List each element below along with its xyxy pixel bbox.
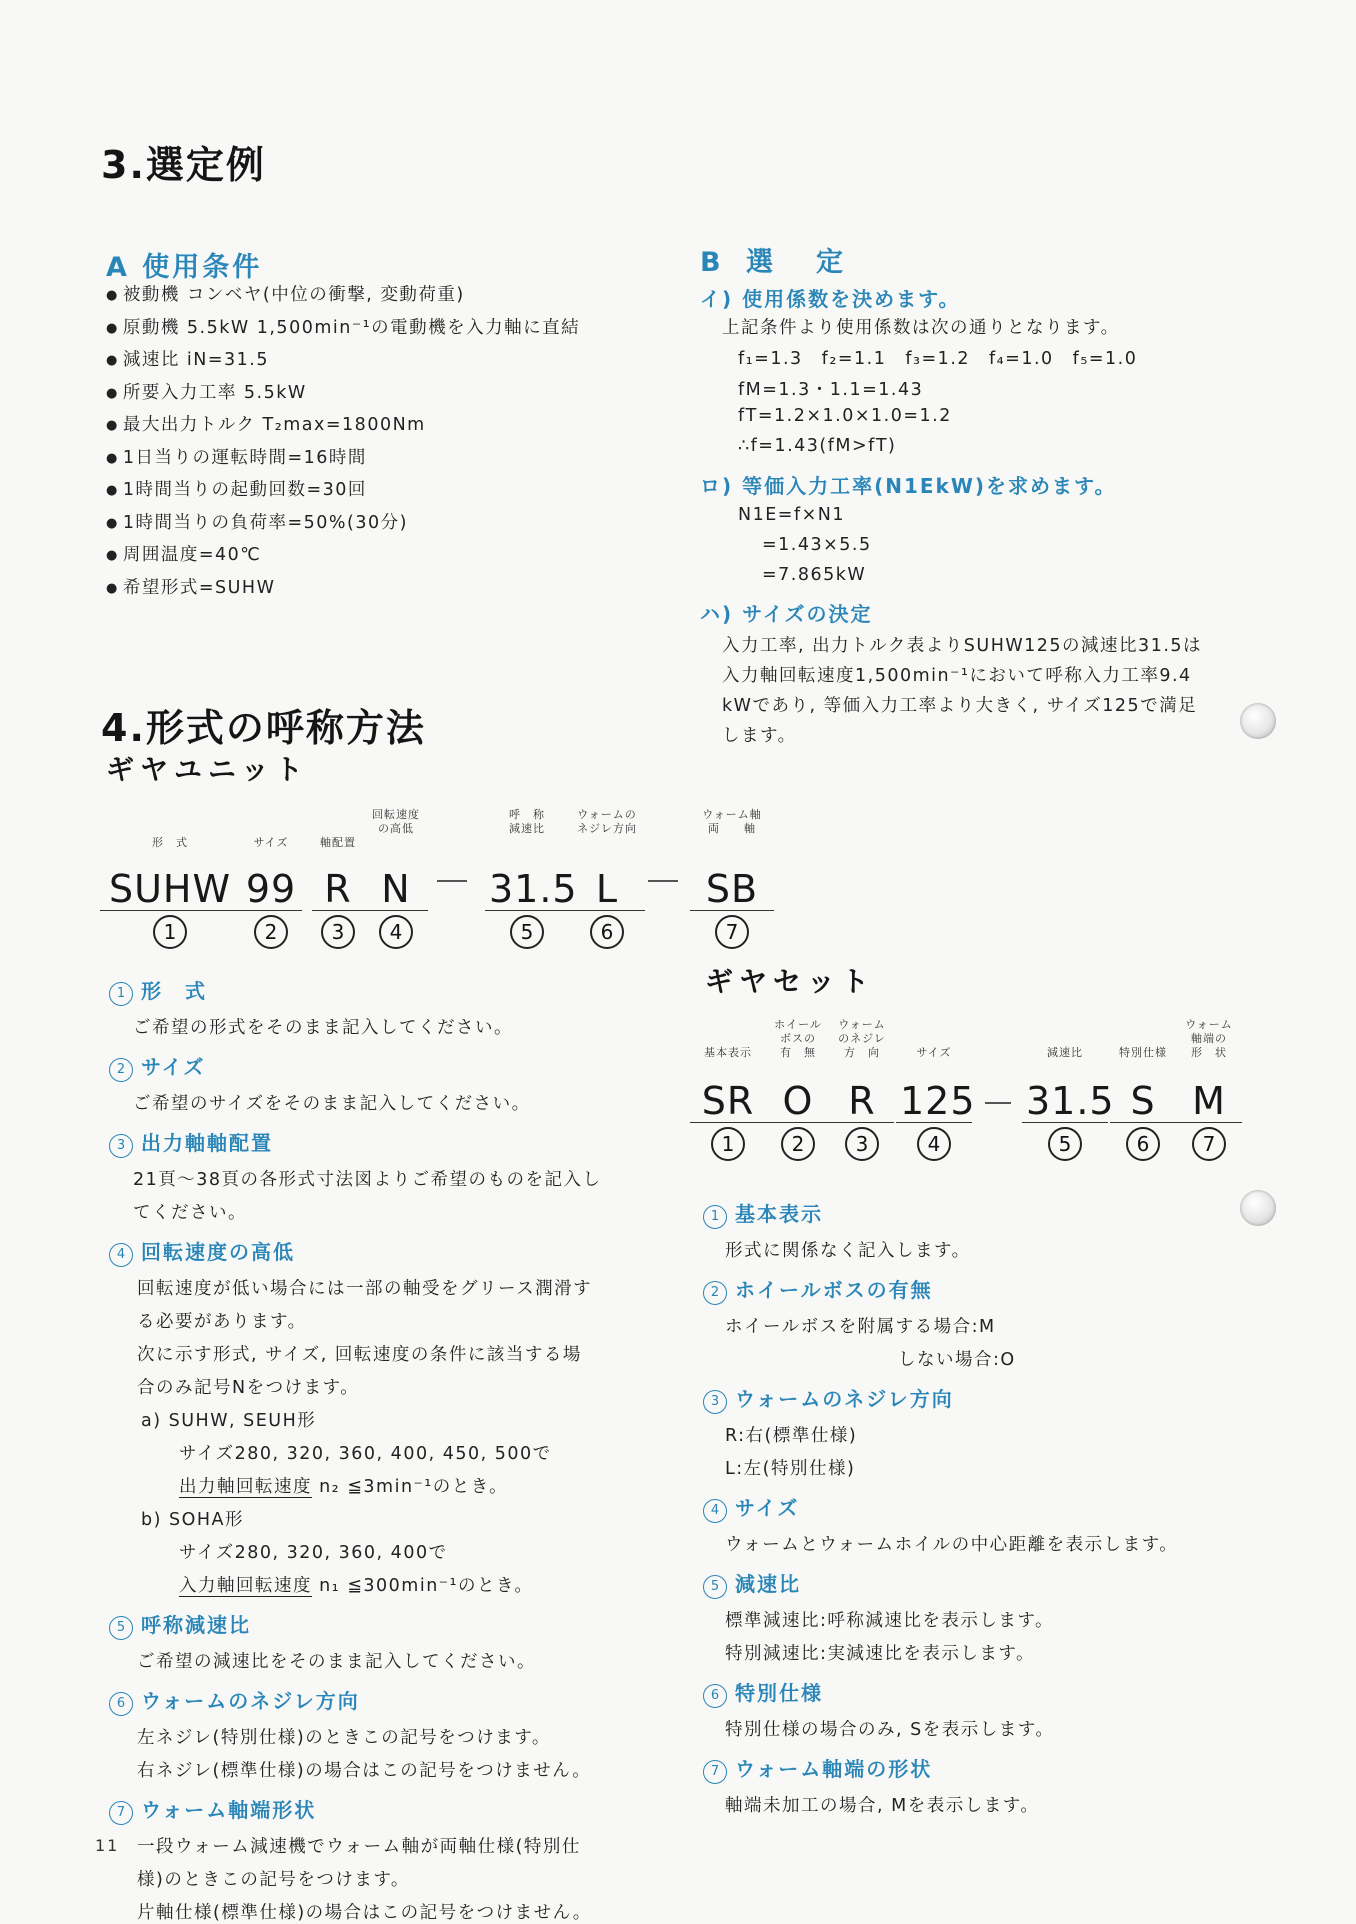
- item-title: サイズ: [735, 1496, 800, 1520]
- set-segment: [896, 1018, 976, 1161]
- service-factor-heading: イ) 使用係数を決めます。: [700, 287, 961, 311]
- item-text: てください。: [133, 1203, 247, 1223]
- set-item-heading: [703, 1753, 1243, 1784]
- output-speed-condition: n₂ ≦3min⁻¹のとき。: [312, 1477, 509, 1497]
- section-4-title: 4.形式の呼称方法: [101, 706, 426, 750]
- item-title: 呼称減速比: [141, 1613, 251, 1637]
- item-text: 左ネジレ(特別仕様)のときこの記号をつけます。: [137, 1728, 551, 1748]
- segment-label: ウォーム のネジレ 方 向: [838, 1018, 886, 1059]
- segment-code: SUHW: [100, 868, 240, 911]
- binder-hole: [1240, 1190, 1276, 1226]
- set-segment: [1022, 1018, 1115, 1161]
- condition-item: ● 減速比 iN=31.5: [106, 345, 580, 378]
- segment-label: 軸配置: [320, 836, 356, 849]
- ft-formula: fT=1.2×1.0×1.0=1.2: [738, 406, 952, 426]
- gear-set-items: [703, 1198, 1243, 1817]
- unit-segment: [485, 808, 578, 949]
- gear-unit-items: [109, 975, 669, 1924]
- item-text: 次に示す形式, サイズ, 回転速度の条件に該当する場: [137, 1345, 582, 1365]
- set-item-heading: [703, 1383, 1243, 1414]
- item-title: 形 式: [141, 979, 207, 1003]
- unit-item-heading: [109, 1609, 669, 1640]
- set-item-heading: [703, 1568, 1243, 1599]
- segment-code: SB: [690, 868, 774, 911]
- binder-hole: [1240, 703, 1276, 739]
- input-speed-label: 入力軸回転速度: [179, 1576, 312, 1596]
- separator-dash: [437, 880, 467, 882]
- segment-number: 4: [379, 915, 413, 949]
- set-segment: [766, 1018, 830, 1161]
- sub-item-b-condition: [179, 1572, 669, 1597]
- condition-item: ● 希望形式=SUHW: [106, 573, 580, 606]
- segment-label: サイズ: [916, 1046, 952, 1059]
- condition-item: ● 周囲温度=40℃: [106, 540, 580, 573]
- segment-number: 1: [153, 915, 187, 949]
- segment-label: サイズ: [253, 836, 289, 849]
- sub-item-a-condition: [179, 1473, 669, 1498]
- item-title: 基本表示: [735, 1202, 823, 1226]
- item-number: 3: [703, 1390, 727, 1414]
- factor-values: f₁=1.3 f₂=1.1 f₃=1.2 f₄=1.0 f₅=1.0: [738, 349, 1138, 369]
- segment-number: 4: [917, 1127, 951, 1161]
- item-text: ご希望の形式をそのまま記入してください。: [133, 1018, 513, 1038]
- segment-code: M: [1176, 1080, 1242, 1123]
- segment-number: 7: [715, 915, 749, 949]
- item-title: 特別仕様: [735, 1681, 823, 1705]
- item-text: しない場合:O: [898, 1350, 1016, 1370]
- segment-label: ウォームの ネジレ方向: [577, 808, 637, 835]
- set-item-heading: [703, 1677, 1243, 1708]
- item-text: L:左(特別仕様): [725, 1459, 856, 1479]
- condition-item: ● 1時間当りの起動回数=30回: [106, 475, 580, 508]
- sub-item-a-sizes: サイズ280, 320, 360, 400, 450, 500で: [179, 1444, 552, 1464]
- nie-formula: N1E=f×N1: [738, 505, 845, 525]
- unit-item-heading: [109, 1127, 669, 1158]
- equivalent-power-heading: ロ) 等価入力工率(N1EkW)を求めます。: [700, 474, 1117, 498]
- page-number: 11: [95, 1836, 120, 1855]
- item-title: ウォーム軸端の形状: [735, 1757, 933, 1781]
- segment-label: 形 式: [152, 836, 188, 849]
- unit-segment: [240, 822, 302, 949]
- item-text: 形式に関係なく記入します。: [725, 1241, 971, 1261]
- segment-label: ウォーム軸 両 軸: [702, 808, 762, 835]
- item-text: 21頁～38頁の各形式寸法図よりご希望のものを記入し: [133, 1170, 602, 1190]
- item-number: 7: [703, 1760, 727, 1784]
- segment-label: 基本表示: [704, 1046, 752, 1059]
- unit-segment: [569, 808, 645, 949]
- segment-number: 6: [1126, 1127, 1160, 1161]
- item-text: R:右(標準仕様): [725, 1426, 858, 1446]
- set-segment: [830, 1018, 894, 1161]
- segment-label: 減速比: [1047, 1046, 1083, 1059]
- output-speed-label: 出力軸回転速度: [179, 1477, 312, 1497]
- item-text: 一段ウォーム減速機でウォーム軸が両軸仕様(特別仕: [137, 1837, 581, 1857]
- item-text: ウォームとウォームホイルの中心距離を表示します。: [725, 1535, 1179, 1555]
- segment-code: 125: [896, 1080, 972, 1123]
- item-number: 6: [109, 1692, 133, 1716]
- item-text: ご希望のサイズをそのまま記入してください。: [133, 1094, 531, 1114]
- segment-code: S: [1110, 1080, 1176, 1123]
- segment-code: SR: [690, 1080, 766, 1123]
- segment-number: 3: [321, 915, 355, 949]
- item-title: 出力軸軸配置: [141, 1131, 273, 1155]
- segment-label: 回転速度 の高低: [372, 808, 420, 835]
- segment-number: 5: [510, 915, 544, 949]
- item-number: 5: [703, 1575, 727, 1599]
- item-text: 右ネジレ(標準仕様)の場合はこの記号をつけません。: [137, 1761, 592, 1781]
- item-number: 1: [703, 1205, 727, 1229]
- segment-number: 2: [254, 915, 288, 949]
- condition-item: ● 所要入力工率 5.5kW: [106, 378, 580, 411]
- unit-item-heading: [109, 1051, 669, 1082]
- segment-code: N: [364, 868, 428, 911]
- segment-number: 3: [845, 1127, 879, 1161]
- gear-unit-title: ギヤユニット: [106, 753, 309, 786]
- item-text: 特別減速比:実減速比を表示します。: [725, 1644, 1035, 1664]
- input-speed-condition: n₁ ≦300min⁻¹のとき。: [312, 1576, 534, 1596]
- segment-code: R: [830, 1080, 894, 1123]
- item-number: 2: [109, 1058, 133, 1082]
- f-result: ∴f=1.43(fM>fT): [738, 436, 897, 456]
- segment-code: 31.5: [1022, 1080, 1108, 1123]
- item-text: る必要があります。: [137, 1312, 307, 1332]
- item-title: ウォーム軸端形状: [141, 1798, 317, 1822]
- set-segment: [1110, 1018, 1176, 1161]
- item-number: 4: [109, 1243, 133, 1267]
- unit-segment: [100, 822, 240, 949]
- unit-segment: [364, 808, 428, 949]
- segment-label: ウォーム 軸端の 形 状: [1185, 1018, 1233, 1059]
- item-number: 3: [109, 1134, 133, 1158]
- item-number: 4: [703, 1499, 727, 1523]
- item-text: 合のみ記号Nをつけます。: [137, 1378, 360, 1398]
- item-number: 7: [109, 1801, 133, 1825]
- set-item-heading: [703, 1492, 1243, 1523]
- unit-segment: [690, 808, 774, 949]
- separator-dash: [985, 1102, 1011, 1104]
- segment-code: L: [569, 868, 645, 911]
- segment-number: 6: [590, 915, 624, 949]
- usage-conditions-list: [106, 280, 580, 605]
- item-text: 特別仕様の場合のみ, Sを表示します。: [725, 1720, 1055, 1740]
- condition-item: ● 1時間当りの負荷率=50%(30分): [106, 508, 580, 541]
- size-decision-heading: ハ) サイズの決定: [700, 602, 873, 626]
- item-title: サイズ: [141, 1055, 206, 1079]
- unit-item-heading: [109, 1685, 669, 1716]
- set-item-heading: [703, 1198, 1243, 1229]
- item-text: 様)のときこの記号をつけます。: [137, 1870, 410, 1890]
- item-number: 5: [109, 1616, 133, 1640]
- item-text: 軸端未加工の場合, Mを表示します。: [725, 1796, 1040, 1816]
- condition-item: ● 原動機 5.5kW 1,500min⁻¹の電動機を入力軸に直結: [106, 313, 580, 346]
- segment-number: 2: [781, 1127, 815, 1161]
- unit-segment: [312, 822, 364, 949]
- fm-formula: fM=1.3・1.1=1.43: [738, 380, 924, 400]
- sub-item-a-label: a) SUHW, SEUH形: [141, 1411, 317, 1431]
- segment-code: R: [312, 868, 364, 911]
- item-title: ウォームのネジレ方向: [141, 1689, 360, 1713]
- sub-item-b-label: b) SOHA形: [141, 1510, 245, 1530]
- item-text: 標準減速比:呼称減速比を表示します。: [725, 1611, 1054, 1631]
- segment-label: 特別仕様: [1119, 1046, 1167, 1059]
- segment-number: 1: [711, 1127, 745, 1161]
- gear-set-title: ギヤセット: [705, 965, 876, 998]
- item-title: ホイールボスの有無: [735, 1278, 933, 1302]
- segment-label: ホイール ボスの 有 無: [774, 1018, 822, 1059]
- segment-code: 31.5: [485, 868, 569, 911]
- item-text: ご希望の減速比をそのまま記入してください。: [137, 1652, 536, 1672]
- condition-item: ● 被動機 コンベヤ(中位の衝撃, 変動荷重): [106, 280, 580, 313]
- unit-item-heading: [109, 1236, 669, 1267]
- set-item-heading: [703, 1274, 1243, 1305]
- unit-item-heading: [109, 1794, 669, 1825]
- item-number: 1: [109, 982, 133, 1006]
- item-text: 回転速度が低い場合には一部の軸受をグリース潤滑す: [137, 1279, 593, 1299]
- size-decision-line: 入力軸回転速度1,500min⁻¹において呼称入力工率9.4: [722, 666, 1192, 686]
- selection-heading: B 選 定: [700, 247, 851, 278]
- item-number: 2: [703, 1281, 727, 1305]
- segment-number: 5: [1048, 1127, 1082, 1161]
- size-decision-line: します。: [722, 726, 797, 746]
- set-segment: [690, 1018, 766, 1161]
- unit-item-heading: [109, 975, 669, 1006]
- service-factor-intro: 上記条件より使用係数は次の通りとなります。: [722, 318, 1120, 338]
- item-title: 減速比: [735, 1572, 801, 1596]
- condition-item: ● 1日当りの運転時間=16時間: [106, 443, 580, 476]
- size-decision-line: kWであり, 等価入力工率より大きく, サイズ125で満足: [722, 696, 1198, 716]
- nie-result: =7.865kW: [762, 565, 867, 585]
- size-decision-line: 入力工率, 出力トルク表よりSUHW125の減速比31.5は: [722, 636, 1203, 656]
- item-text: 片軸仕様(標準仕様)の場合はこの記号をつけません。: [137, 1903, 592, 1923]
- item-title: 回転速度の高低: [141, 1240, 295, 1264]
- sub-item-b-sizes: サイズ280, 320, 360, 400で: [179, 1543, 448, 1563]
- nie-calc: =1.43×5.5: [762, 535, 872, 555]
- segment-label: 呼 称 減速比: [509, 808, 545, 835]
- set-segment: [1176, 1018, 1242, 1161]
- usage-conditions-heading: A 使用条件: [106, 252, 263, 283]
- item-title: ウォームのネジレ方向: [735, 1387, 954, 1411]
- item-number: 6: [703, 1684, 727, 1708]
- section-3-title: 3.選定例: [101, 143, 266, 187]
- separator-dash: [648, 880, 678, 882]
- segment-code: 99: [240, 868, 302, 911]
- item-text: ホイールボスを附属する場合:M: [725, 1317, 996, 1337]
- condition-item: ● 最大出力トルク T₂max=1800Nm: [106, 410, 580, 443]
- segment-number: 7: [1192, 1127, 1226, 1161]
- segment-code: O: [766, 1080, 830, 1123]
